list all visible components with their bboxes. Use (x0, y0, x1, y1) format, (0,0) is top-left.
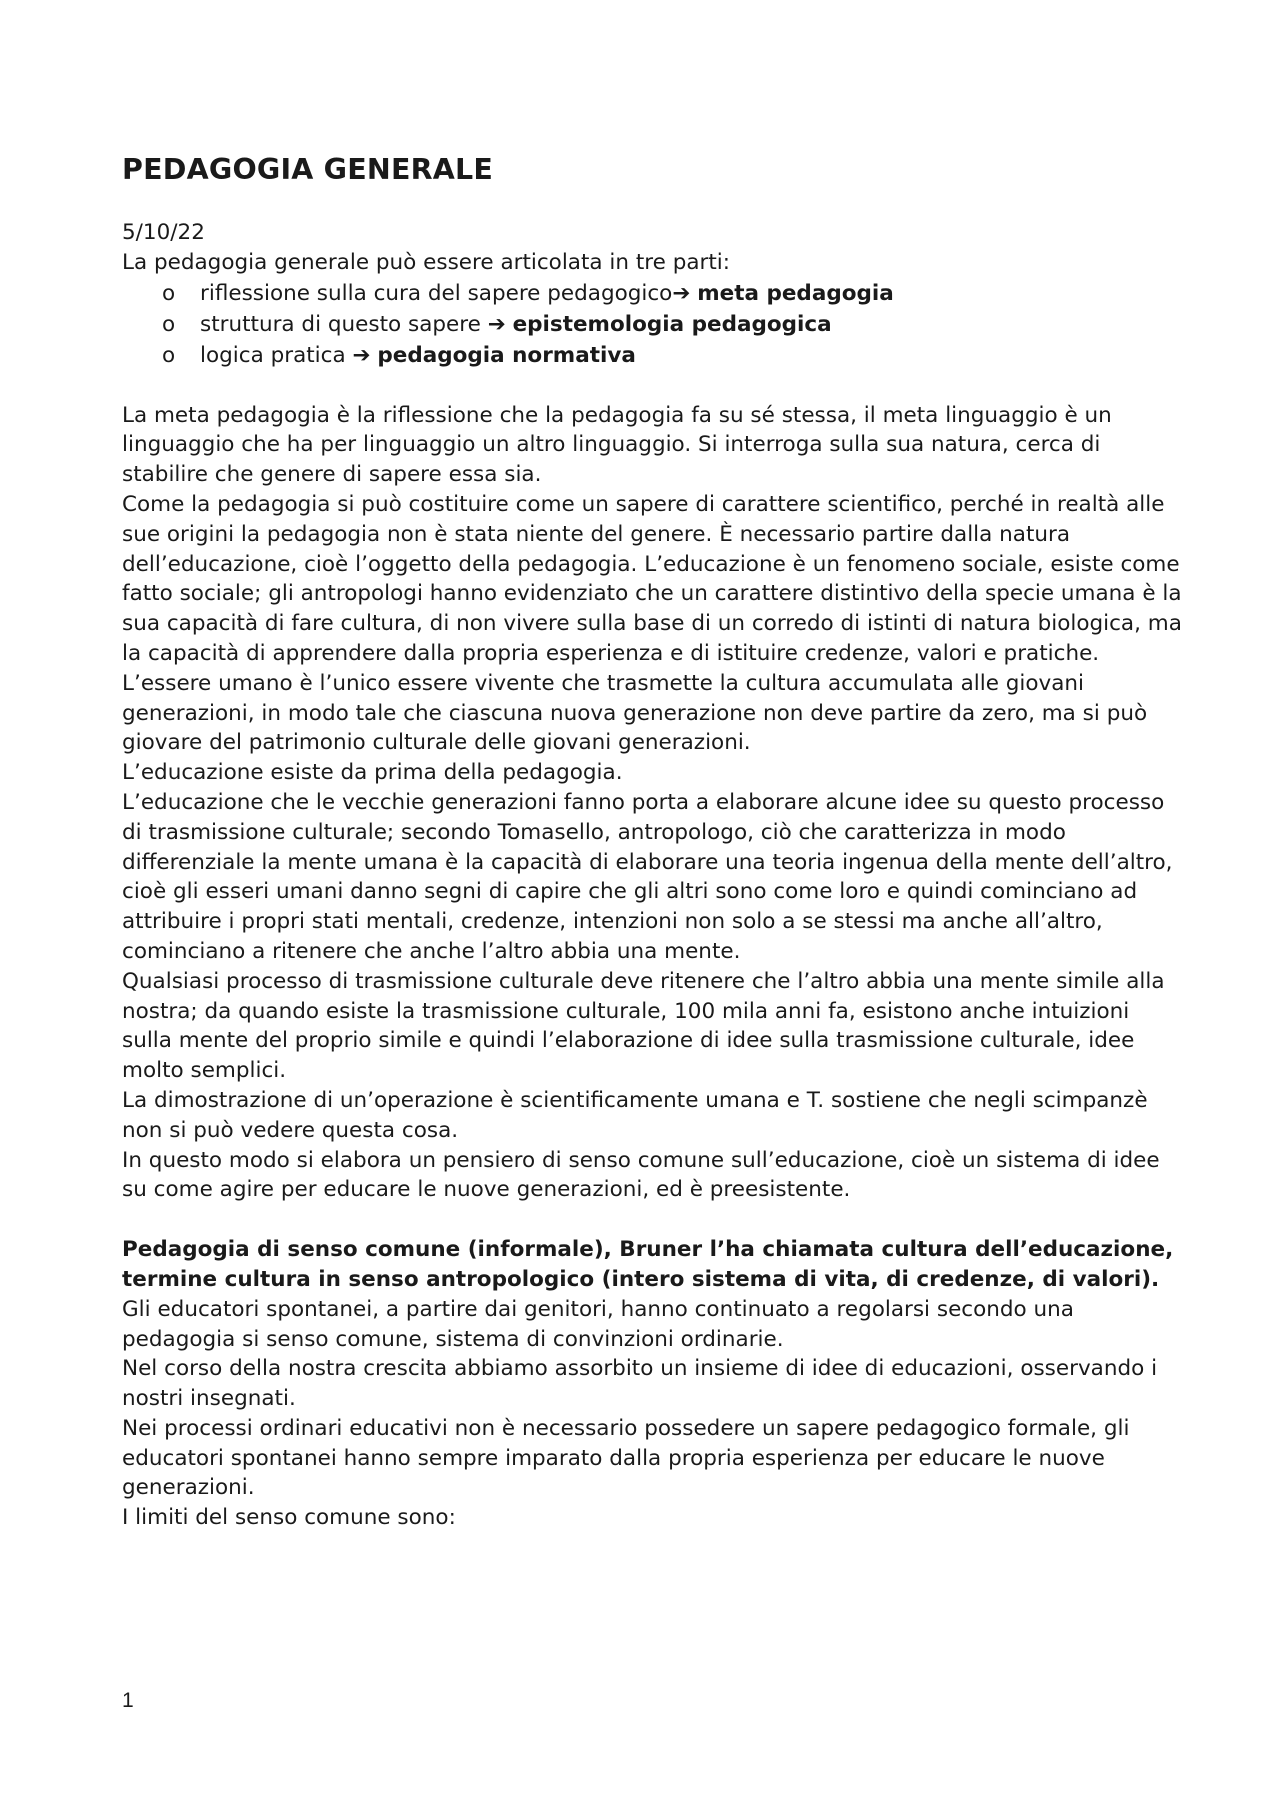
list-item (122, 309, 1182, 340)
paragraph: Qualsiasi processo di trasmissione culturale deve ritenere che l’altro abbia una mente simile alla nostra; da quando esiste la trasmissione culturale, 100 mila anni fa, esistono anche intuizioni sulla mente del proprio simile e quindi l’elaborazione di idee sulla trasmissione culturale, idee molto semplici. (122, 968, 1165, 1084)
document-page (122, 150, 1182, 1533)
parts-list (122, 278, 1182, 371)
paragraph: Nei processi ordinari educativi non è necessario possedere un sapere pedagogico formale, gli educatori spontanei hanno sempre imparato dalla propria esperienza per educare le nuove generazioni. (122, 1415, 1130, 1501)
list-item-bold: pedagogia normativa (377, 342, 636, 368)
paragraph: Come la pedagogia si può costituire come un sapere di carattere scientifico, perché in realtà alle sue origini la pedagogia non è stata niente del genere. È necessario partire dalla natura dell’educazione, cioè l’oggetto della pedagogia. L’educazione è un fenomeno sociale, esiste come fatto sociale; gli antropologi hanno evidenziato che un carattere distintivo della specie umana è la sua capacità di fare cultura, di non vivere sulla base di un corredo di istinti di natura biologica, ma la capacità di apprendere dalla propria esperienza e di istituire credenze, valori e pratiche. (122, 491, 1182, 666)
arrow-right-icon: ➔ (352, 342, 371, 368)
section-heading: Pedagogia di senso comune (informale), Bruner l’ha chiamata cultura dell’educazione, termine cultura in senso antropologico (intero sistema di vita, di credenze, di valori). (122, 1237, 1174, 1292)
arrow-right-icon: ➔ (487, 311, 506, 337)
paragraph: La dimostrazione di un’operazione è scientificamente umana e T. sostiene che negli scimpanzè non si può vedere questa cosa. (122, 1087, 1148, 1143)
list-item-bold: epistemologia pedagogica (512, 311, 832, 337)
spacer (122, 371, 1182, 401)
document-date: 5/10/22 (122, 220, 205, 245)
document-title: PEDAGOGIA GENERALE (122, 153, 494, 186)
list-item-text: struttura di questo sapere (200, 311, 488, 337)
bullet-o-icon: o (162, 280, 176, 306)
paragraph: La meta pedagogia è la riflessione che la pedagogia fa su sé stessa, il meta linguaggio è un linguaggio che ha per linguaggio un altro linguaggio. Si interroga sulla sua natura, cerca di stabilire che genere di sapere essa sia. (122, 402, 1112, 488)
paragraph: In questo modo si elabora un pensiero di senso comune sull’educazione, cioè un sistema di idee su come agire per educare le nuove generazioni, ed è preesistente. (122, 1147, 1160, 1203)
intro-paragraph: La pedagogia generale può essere articolata in tre parti: (122, 249, 731, 275)
list-item-bold: meta pedagogia (697, 280, 894, 306)
page-number: 1 (122, 1689, 134, 1712)
paragraph: I limiti del senso comune sono: (122, 1505, 456, 1531)
bullet-o-icon: o (162, 311, 176, 337)
arrow-right-icon: ➔ (672, 280, 691, 306)
paragraph: Gli educatori spontanei, a partire dai genitori, hanno continuato a regolarsi secondo una pedagogia si senso comune, sistema di convinzioni ordinarie. (122, 1296, 1074, 1352)
spacer (122, 1205, 1182, 1235)
paragraph: L’educazione esiste da prima della pedagogia. (122, 760, 623, 786)
list-item-text: logica pratica (200, 342, 353, 368)
list-item (122, 340, 1182, 371)
list-item (122, 278, 1182, 309)
paragraph: L’educazione che le vecchie generazioni fanno porta a elaborare alcune idee su questo processo di trasmissione culturale; secondo Tomasello, antropologo, ciò che caratterizza in modo differenziale la mente umana è la capacità di elaborare una teoria ingenua della mente dell’altro, cioè gli esseri umani danno segni di capire che gli altri sono come loro e quindi cominciano ad attribuire i propri stati mentali, credenze, intenzioni non solo a se stessi ma anche all’altro, cominciano a ritenere che anche l’altro abbia una mente. (122, 789, 1173, 964)
paragraph: L’essere umano è l’unico essere vivente che trasmette la cultura accumulata alle giovani generazioni, in modo tale che ciascuna nuova generazione non deve partire da zero, ma si può giovare del patrimonio culturale delle giovani generazioni. (122, 670, 1148, 756)
paragraph: Nel corso della nostra crescita abbiamo assorbito un insieme di idee di educazioni, osservando i nostri insegnati. (122, 1356, 1158, 1412)
bullet-o-icon: o (162, 342, 176, 368)
list-item-text: riflessione sulla cura del sapere pedagogico (200, 280, 673, 306)
